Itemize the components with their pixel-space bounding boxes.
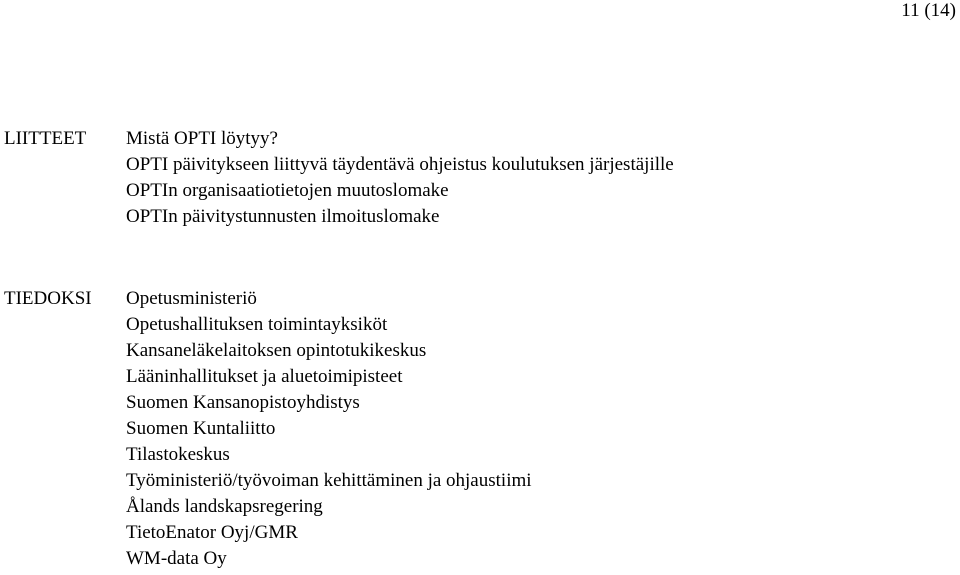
attachment-item: OPTIn päivitystunnusten ilmoituslomake bbox=[126, 206, 440, 227]
attachment-item: OPTI päivitykseen liittyvä täydentävä ohjeistus koulutuksen järjestäjille bbox=[126, 154, 674, 175]
distribution-label: TIEDOKSI bbox=[4, 288, 92, 309]
recipient-item: Lääninhallitukset ja aluetoimipisteet bbox=[126, 366, 403, 387]
recipient-item: WM-data Oy bbox=[126, 548, 227, 569]
attachments-list bbox=[126, 126, 674, 230]
recipient-item: Opetushallituksen toimintayksiköt bbox=[126, 314, 388, 335]
distribution-list bbox=[126, 286, 532, 572]
page-number: 11 (14) bbox=[901, 0, 956, 21]
recipient-item: Tilastokeskus bbox=[126, 444, 230, 465]
attachment-item: OPTIn organisaatiotietojen muutoslomake bbox=[126, 180, 449, 201]
recipient-item: Kansaneläkelaitoksen opintotukikeskus bbox=[126, 340, 427, 361]
recipient-item: Työministeriö/työvoiman kehittäminen ja ohjaustiimi bbox=[126, 470, 532, 491]
attachments-label: LIITTEET bbox=[4, 128, 87, 149]
recipient-item: TietoEnator Oyj/GMR bbox=[126, 522, 298, 543]
recipient-item: Opetusministeriö bbox=[126, 288, 257, 309]
recipient-item: Suomen Kansanopistoyhdistys bbox=[126, 392, 360, 413]
attachment-item: Mistä OPTI löytyy? bbox=[126, 128, 278, 149]
recipient-item: Ålands landskapsregering bbox=[126, 496, 323, 517]
recipient-item: Suomen Kuntaliitto bbox=[126, 418, 276, 439]
